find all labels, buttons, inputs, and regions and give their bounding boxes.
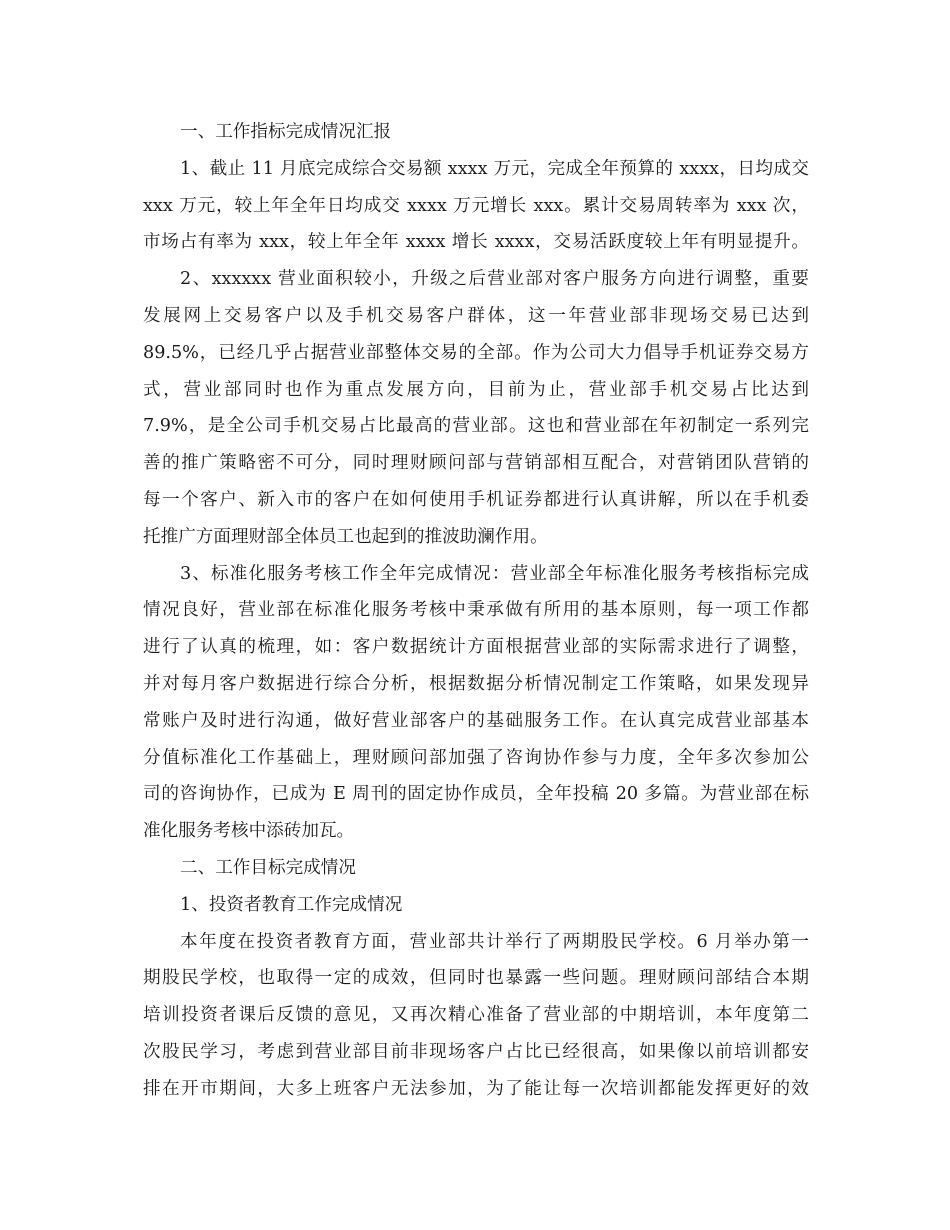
paragraph-line: 托推广方面理财部全体员工也起到的推波助澜作用。: [143, 526, 548, 547]
section-heading-2: 二、工作目标完成情况: [180, 857, 356, 878]
paragraph-line: 次股民学习，考虑到营业部目前非现场客户占比已经很高，如果像以前培训都安: [143, 1041, 809, 1062]
paragraph-line: 培训投资者课后反馈的意见，又再次精心准备了营业部的中期培训，本年度第二: [143, 1005, 809, 1026]
paragraph-line: 情况良好，营业部在标准化服务考核中秉承做有所用的基本原则，每一项工作都: [143, 600, 809, 621]
paragraph-line: 2、xxxxxx 营业面积较小，升级之后营业部对客户服务方向进行调整，重要: [180, 269, 809, 290]
paragraph-line: 式，营业部同时也作为重点发展方向，目前为止，营业部手机交易占比达到: [143, 379, 809, 400]
paragraph-line: 期股民学校，也取得一定的成效，但同时也暴露一些问题。理财顾问部结合本期: [143, 968, 809, 989]
paragraph-line: xxx 万元，较上年全年日均成交 xxxx 万元增长 xxx。累计交易周转率为 xxx 次，: [143, 195, 809, 216]
paragraph-line: 并对每月客户数据进行综合分析，根据数据分析情况制定工作策略，如果发现异: [143, 673, 809, 694]
paragraph-line: 准化服务考核中添砖加瓦。: [143, 821, 355, 842]
document-body: [143, 114, 809, 1108]
subsection-heading: 1、投资者教育工作完成情况: [180, 894, 403, 915]
paragraph-line: 分值标准化工作基础上，理财顾问部加强了咨询协作参与力度，全年多次参加公: [143, 747, 809, 768]
paragraph-line: 1、截止 11 月底完成综合交易额 xxxx 万元，完成全年预算的 xxxx，日均成交: [180, 158, 809, 179]
paragraph-line: 每一个客户、新入市的客户在如何使用手机证券都进行认真讲解，所以在手机委: [143, 489, 809, 510]
section-heading-1: 一、工作指标完成情况汇报: [180, 122, 392, 142]
paragraph-line: 7.9%，是全公司手机交易占比最高的营业部。这也和营业部在年初制定一系列完: [143, 416, 809, 437]
paragraph-line: 本年度在投资者教育方面，营业部共计举行了两期股民学校。6 月举办第一: [180, 931, 809, 952]
paragraph-line: 善的推广策略密不可分，同时理财顾问部与营销部相互配合，对营销团队营销的: [143, 453, 809, 474]
paragraph-line: 市场占有率为 xxx，较上年全年 xxxx 增长 xxxx，交易活跃度较上年有明显提升。: [143, 232, 809, 253]
paragraph-line: 进行了认真的梳理，如：客户数据统计方面根据营业部的实际需求进行了调整，: [143, 637, 809, 658]
paragraph-line: 常账户及时进行沟通，做好营业部客户的基础服务工作。在认真完成营业部基本: [143, 710, 809, 731]
paragraph-line: 排在开市期间，大多上班客户无法参加，为了能让每一次培训都能发挥更好的效: [143, 1078, 809, 1099]
paragraph-line: 3、标准化服务考核工作全年完成情况：营业部全年标准化服务考核指标完成: [180, 563, 809, 584]
paragraph-line: 司的咨询协作，已成为 E 周刊的固定协作成员，全年投稿 20 多篇。为营业部在标: [143, 784, 809, 805]
paragraph-line: 发展网上交易客户以及手机交易客户群体，这一年营业部非现场交易已达到: [143, 305, 809, 326]
paragraph-line: 89.5%，已经几乎占据营业部整体交易的全部。作为公司大力倡导手机证券交易方: [143, 342, 809, 363]
